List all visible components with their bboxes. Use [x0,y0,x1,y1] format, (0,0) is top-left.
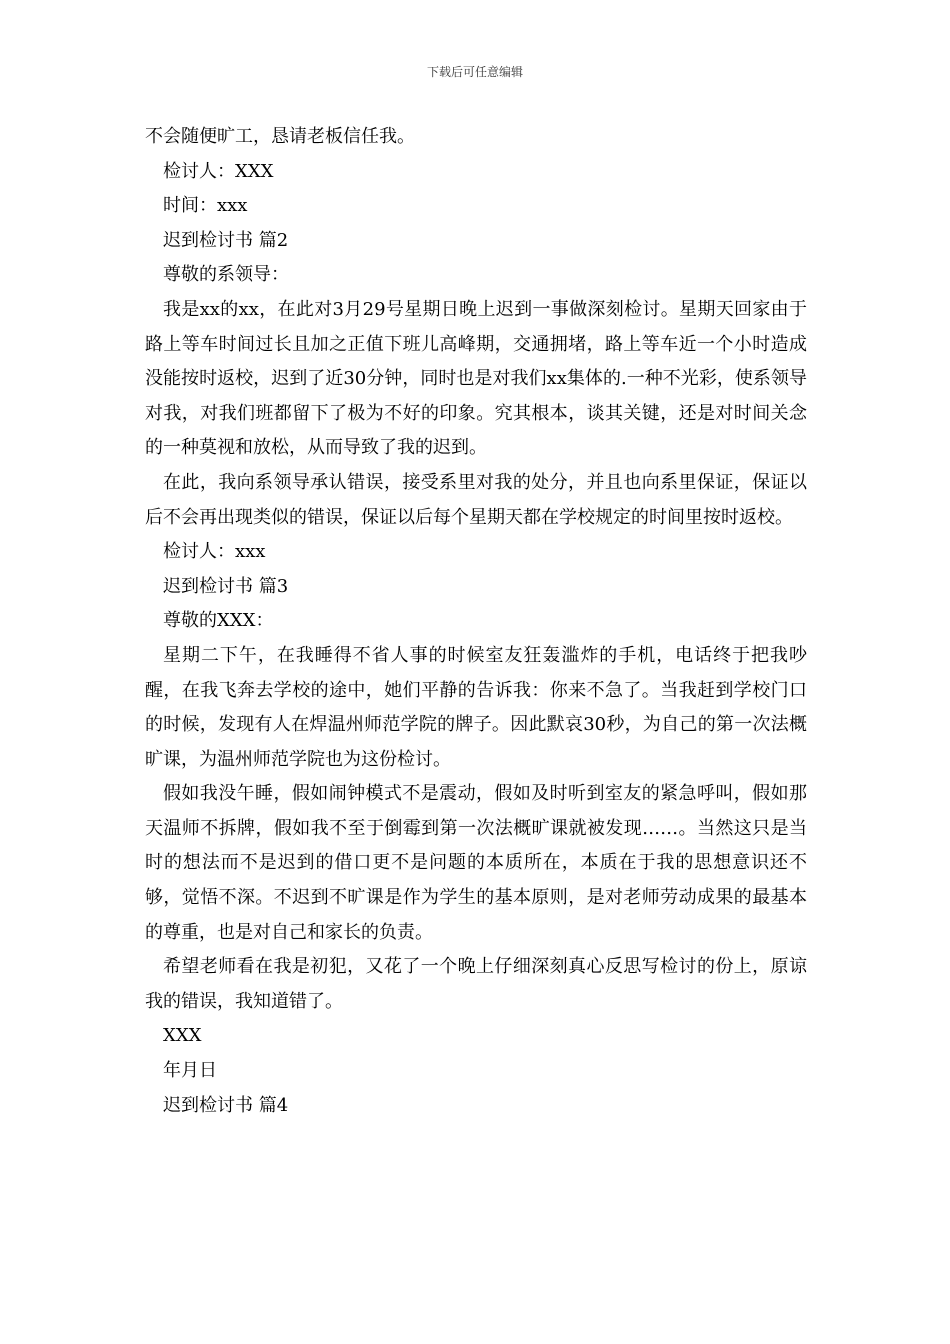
paragraph: 我是xx的xx，在此对3月29号星期日晚上迟到一事做深刻检讨。星期天回家由于路上等车时间过长且加之正值下班儿高峰期，交通拥堵，路上等车近一个小时造成没能按时返校，迟到了近30分钟，同时也是对我们xx集体的.一种不光彩，使系领导对我，对我们班都留下了极为不好的印象。究其根本，谈其关键，还是对时间关念的一种莫视和放松，从而导致了我的迟到。 [145,298,807,459]
section-title: 迟到检讨书 篇4 [163,1094,289,1116]
date-line: 年月日 [163,1060,217,1082]
signature-line: XXX [163,1025,202,1047]
section-title: 迟到检讨书 篇2 [163,229,289,251]
paragraph: 假如我没午睡，假如闹钟模式不是震动，假如及时听到室友的紧急呼叫，假如那天温师不拆牌，假如我不至于倒霉到第一次法概旷课就被发现……。当然这只是当时的想法而不是迟到的借口更不是问题的本质所在，本质在于我的思想意识还不够，觉悟不深。不迟到不旷课是作为学生的基本原则，是对老师劳动成果的最基本的尊重，也是对自己和家长的负责。 [145,783,807,943]
salutation: 尊敬的XXX： [163,610,274,632]
paragraph: 在此，我向系领导承认错误，接受系里对我的处分，并且也向系里保证，保证以后不会再出现类似的错误，保证以后每个星期天都在学校规定的时间里按时返校。 [145,471,807,528]
section-title: 迟到检讨书 篇3 [163,575,289,597]
salutation: 尊敬的系领导： [163,264,289,286]
paragraph: 希望老师看在我是初犯，又花了一个晚上仔细深刻真心反思写检讨的份上，原谅我的错误，我知道错了。 [145,956,807,1012]
signature-line: 检讨人：xxx [163,541,266,563]
paragraph: 不会随便旷工，恳请老板信任我。 [145,126,415,147]
page-header: 下载后可任意编辑 [426,65,523,79]
date-line: 时间：xxx [163,195,248,217]
paragraph: 星期二下午，在我睡得不省人事的时候室友狂轰滥炸的手机，电话终于把我吵醒，在我飞奔去学校的途中，她们平静的告诉我：你来不急了。当我赶到学校门口的时候，发现有人在焊温州师范学院的牌子。因此默哀30秒，为自己的第一次法概旷课，为温州师范学院也为这份检讨。 [145,644,807,770]
signature-line: 检讨人：XXX [163,160,274,182]
document-body [145,120,807,1123]
